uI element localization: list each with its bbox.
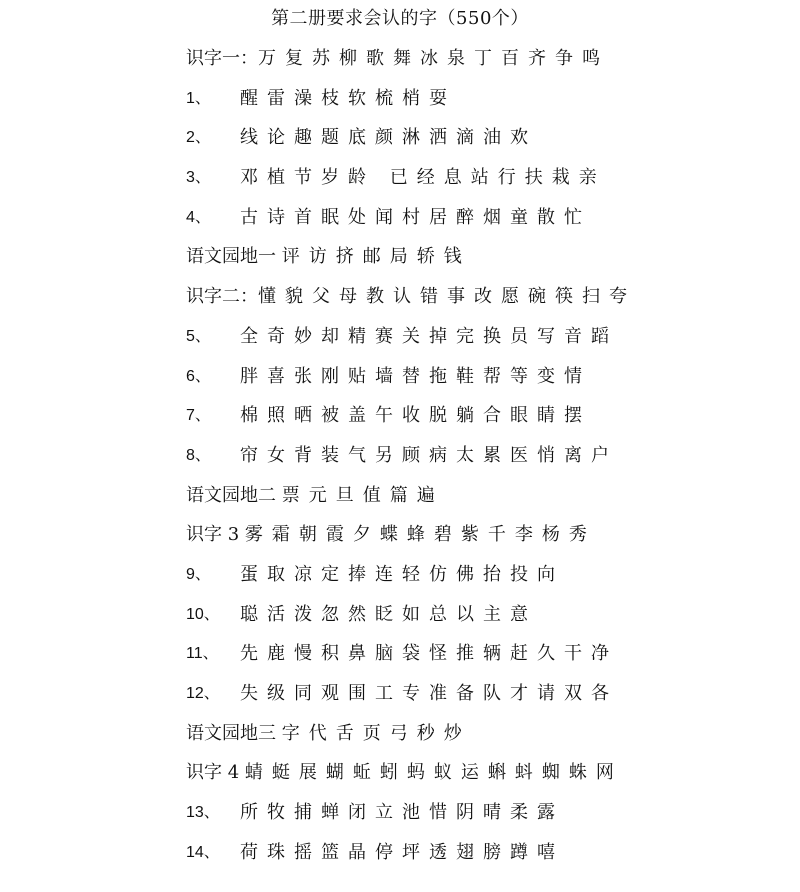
lesson-characters: 先鹿慢积鼻脑袋怪推辆赶久干净 bbox=[240, 643, 618, 665]
section-characters: 雾霜朝霞夕蝶蜂碧紫千李杨秀 bbox=[244, 524, 596, 546]
line-label bbox=[186, 481, 444, 511]
lesson-characters: 醒雷澡枝软梳梢耍 bbox=[240, 87, 456, 109]
section-label: 识字二： bbox=[186, 286, 258, 308]
list-item bbox=[0, 560, 800, 600]
list-item bbox=[0, 838, 800, 878]
list-item bbox=[0, 362, 800, 402]
lesson-characters: 胖喜张刚贴墙替拖鞋帮等变情 bbox=[240, 365, 591, 387]
list-item bbox=[0, 282, 800, 322]
list-item bbox=[0, 798, 800, 838]
list-item bbox=[0, 719, 800, 759]
list-item bbox=[0, 242, 800, 282]
lesson-number: 8、 bbox=[186, 446, 211, 464]
list-item bbox=[0, 639, 800, 679]
lesson-number: 6、 bbox=[186, 367, 211, 385]
section-label: 语文园地一 bbox=[186, 246, 282, 268]
section-characters: 票元旦值篇遍 bbox=[281, 484, 444, 506]
lesson-number: 10、 bbox=[186, 605, 220, 623]
list-item bbox=[0, 758, 800, 798]
list-item bbox=[0, 84, 800, 124]
list-item bbox=[0, 401, 800, 441]
lesson-number: 7、 bbox=[186, 407, 211, 425]
lesson-characters: 聪活泼忽然眨如总以主意 bbox=[240, 603, 537, 625]
lesson-characters: 全奇妙却精赛关掉完换员写音蹈 bbox=[240, 325, 618, 347]
list-item bbox=[0, 123, 800, 163]
lesson-characters: 线论趣题底颜淋洒滴油欢 bbox=[240, 127, 537, 149]
lesson-characters: 荷珠摇篮晶停坪透翅膀蹲嘻 bbox=[240, 841, 564, 863]
character-list bbox=[0, 44, 800, 877]
list-item bbox=[0, 520, 800, 560]
section-characters: 蜻蜓展蝴蚯蚓蚂蚁运蝌蚪蜘蛛网 bbox=[244, 762, 623, 784]
lesson-number: 11、 bbox=[186, 645, 219, 663]
section-label: 识字一： bbox=[186, 48, 258, 69]
lesson-number: 2、 bbox=[186, 129, 211, 147]
page-title: 第二册要求会认的字（550个） bbox=[271, 8, 529, 29]
line-label bbox=[186, 520, 596, 550]
list-item bbox=[0, 481, 800, 521]
lesson-characters: 邓植节岁龄 已经息站行扶栽亲 bbox=[240, 167, 606, 189]
list-item bbox=[0, 679, 800, 719]
section-characters: 评访挤邮局轿钱 bbox=[281, 246, 471, 268]
lesson-number: 1、 bbox=[186, 89, 211, 107]
lesson-characters: 失级同观围工专准备队才请双各 bbox=[240, 683, 618, 704]
line-label bbox=[186, 758, 623, 788]
lesson-number: 4、 bbox=[186, 208, 211, 226]
list-item bbox=[0, 203, 800, 243]
list-item bbox=[0, 44, 800, 84]
line-label bbox=[186, 282, 636, 312]
lesson-number: 9、 bbox=[186, 565, 211, 583]
lesson-characters: 帘女背装气另顾病太累医悄离户 bbox=[240, 444, 618, 466]
section-label: 语文园地二 bbox=[186, 484, 282, 506]
section-characters: 万复苏柳歌舞冰泉丁百齐争鸣 bbox=[258, 48, 609, 69]
lesson-number: 12、 bbox=[186, 685, 220, 702]
lesson-characters: 古诗首眠处闻村居醉烟童散忙 bbox=[240, 206, 591, 228]
list-item bbox=[0, 600, 800, 640]
lesson-number: 3、 bbox=[186, 169, 211, 187]
section-label: 识字 4 bbox=[186, 762, 245, 784]
lesson-number: 14、 bbox=[186, 843, 220, 861]
list-item bbox=[0, 322, 800, 362]
lesson-number: 13、 bbox=[186, 804, 220, 822]
lesson-number: 5、 bbox=[186, 327, 211, 345]
line-label bbox=[186, 719, 471, 749]
line-label bbox=[186, 44, 609, 74]
section-label: 语文园地三 bbox=[186, 722, 282, 744]
list-item bbox=[0, 441, 800, 481]
section-characters: 懂貌父母教认错事改愿碗筷扫夸 bbox=[258, 286, 636, 308]
lesson-characters: 棉照晒被盖午收脱躺合眼睛摆 bbox=[240, 405, 591, 427]
section-label: 识字 3 bbox=[186, 524, 245, 546]
line-label bbox=[186, 242, 471, 272]
lesson-characters: 蛋取凉定捧连轻仿佛抬投向 bbox=[240, 563, 564, 585]
section-characters: 字代舌页弓秒炒 bbox=[281, 722, 471, 744]
lesson-characters: 所牧捕蝉闭立池惜阴晴柔露 bbox=[240, 802, 564, 824]
list-item bbox=[0, 163, 800, 203]
